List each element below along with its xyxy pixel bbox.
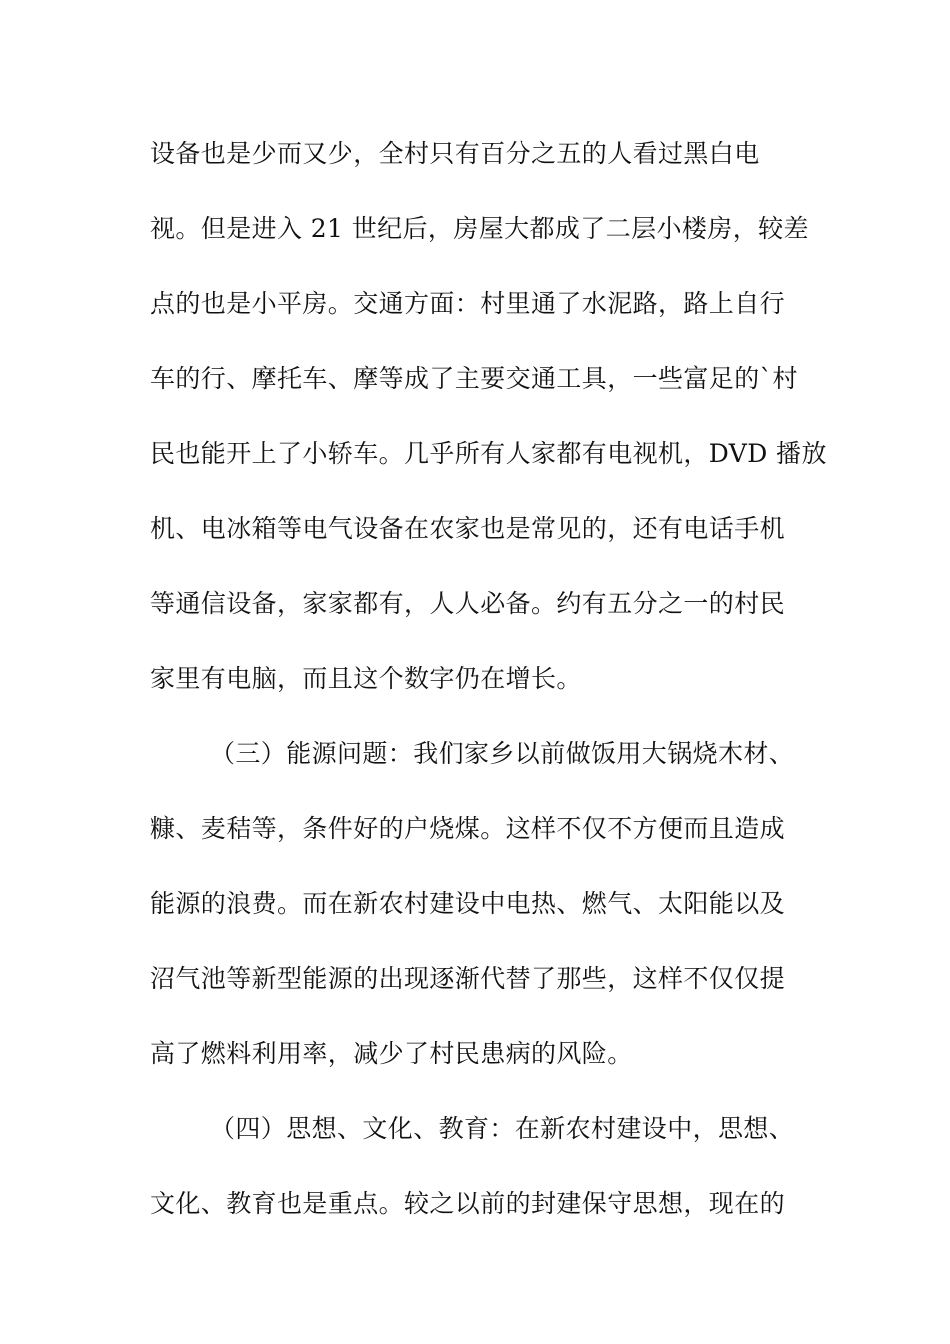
paragraph-line: 能源的浪费。而在新农村建设中电热、燃气、太阳能以及 xyxy=(150,889,786,918)
section-four-heading-line: （四）思想、文化、教育：在新农村建设中，思想、 xyxy=(210,1114,795,1143)
paragraph-line: 文化、教育也是重点。较之以前的封建保守思想，现在的 xyxy=(150,1189,786,1218)
paragraph-line: 高了燃料利用率，减少了村民患病的风险。 xyxy=(150,1039,633,1068)
paragraph-line: 机、电冰箱等电气设备在农家也是常见的，还有电话手机 xyxy=(150,514,786,543)
paragraph-line: 设备也是少而又少，全村只有百分之五的人看过黑白电 xyxy=(150,139,760,168)
paragraph-line: 民也能开上了小轿车。几乎所有人家都有电视机，DVD 播放 xyxy=(150,439,827,468)
paragraph-line: 点的也是小平房。交通方面：村里通了水泥路，路上自行 xyxy=(150,289,786,318)
paragraph-line: 家里有电脑，而且这个数字仍在增长。 xyxy=(150,664,582,693)
paragraph-line: 糠、麦秸等，条件好的户烧煤。这样不仅不方便而且造成 xyxy=(150,814,786,843)
paragraph-line: 车的行、摩托车、摩等成了主要交通工具，一些富足的`村 xyxy=(150,364,798,393)
section-three-heading-line: （三）能源问题：我们家乡以前做饭用大锅烧木材、 xyxy=(210,739,795,768)
paragraph-line: 沼气池等新型能源的出现逐渐代替了那些，这样不仅仅提 xyxy=(150,964,786,993)
paragraph-line: 等通信设备，家家都有，人人必备。约有五分之一的村民 xyxy=(150,589,786,618)
paragraph-line: 视。但是进入 21 世纪后，房屋大都成了二层小楼房，较差 xyxy=(150,214,809,243)
